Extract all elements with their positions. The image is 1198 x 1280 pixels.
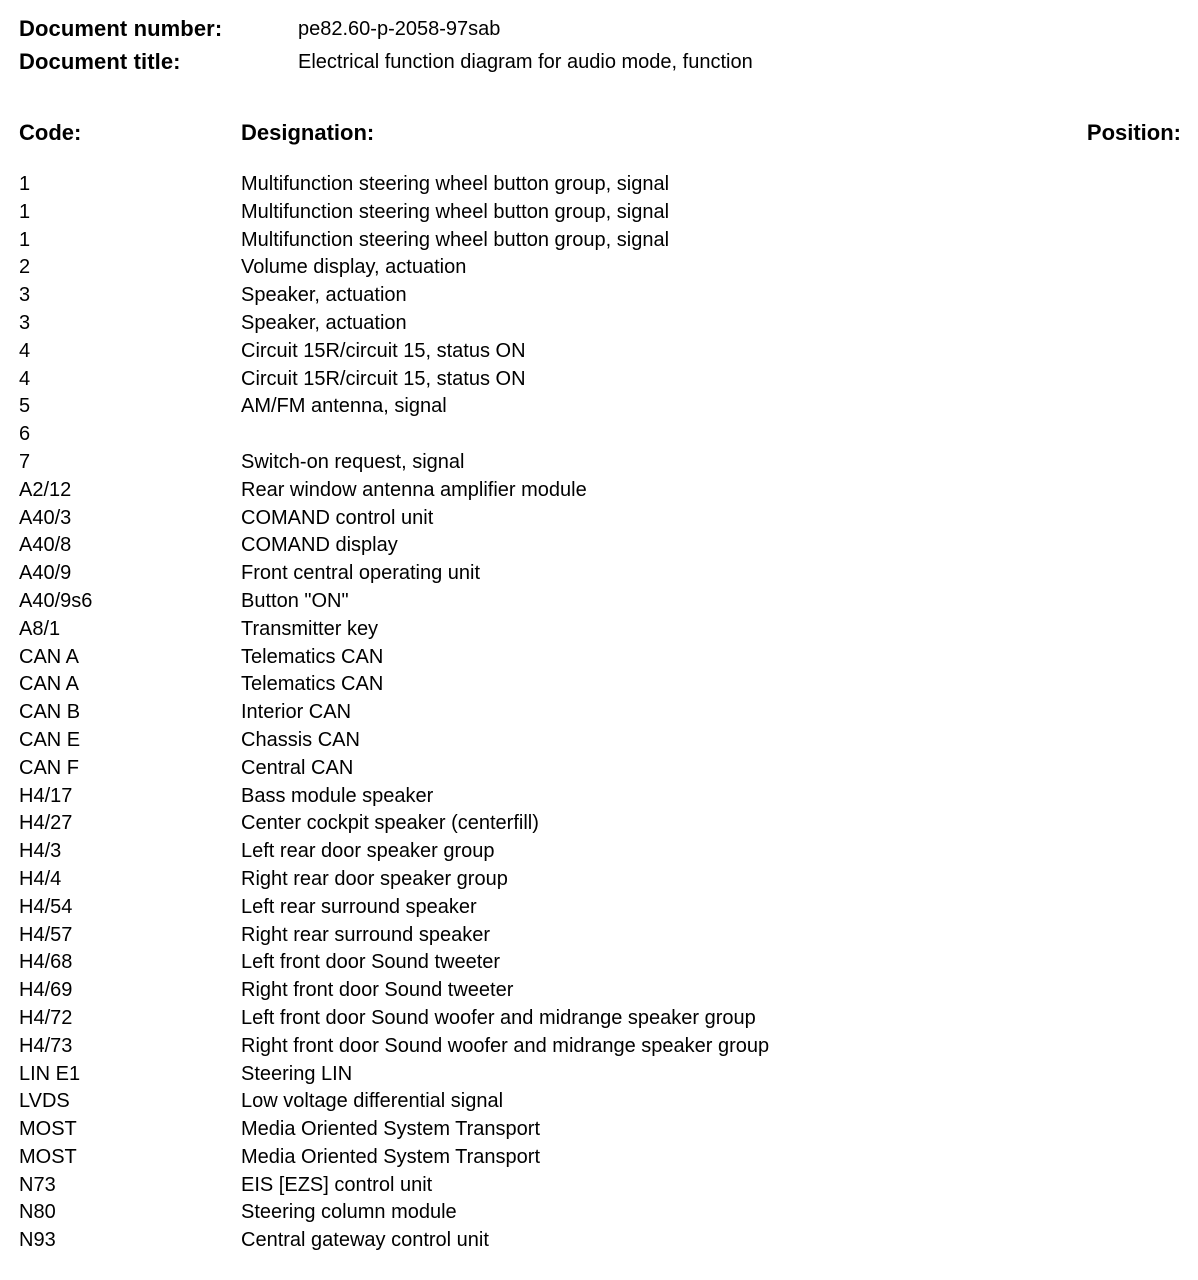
row-code: H4/68 bbox=[19, 951, 73, 974]
row-code: A40/9s6 bbox=[19, 589, 93, 612]
row-code: H4/27 bbox=[19, 812, 73, 835]
row-designation: Speaker, actuation bbox=[241, 284, 407, 307]
row-code: N80 bbox=[19, 1201, 56, 1224]
row-designation: Steering LIN bbox=[241, 1062, 353, 1085]
row-designation: Front central operating unit bbox=[241, 562, 481, 585]
table-row bbox=[19, 978, 1179, 1006]
row-designation: Central CAN bbox=[241, 756, 354, 779]
table-row bbox=[19, 200, 1179, 228]
row-code: A2/12 bbox=[19, 478, 72, 501]
code-column-header: Code: bbox=[19, 120, 82, 145]
row-designation: Media Oriented System Transport bbox=[241, 1118, 541, 1141]
row-designation: Central gateway control unit bbox=[241, 1229, 489, 1252]
row-code: 4 bbox=[19, 339, 31, 362]
row-designation: Switch-on request, signal bbox=[241, 450, 465, 473]
document-number-value: pe82.60-p-2058-97sab bbox=[298, 18, 501, 40]
row-designation: Multifunction steering wheel button group, signal bbox=[241, 173, 670, 195]
table-row bbox=[19, 367, 1179, 395]
row-code: 1 bbox=[19, 173, 31, 195]
document-title-label: Document title: bbox=[19, 49, 181, 74]
table-row bbox=[19, 700, 1179, 728]
table-row bbox=[19, 478, 1179, 506]
table-row bbox=[19, 450, 1179, 478]
table-row bbox=[19, 283, 1179, 311]
table-row bbox=[19, 617, 1179, 645]
row-designation: Button "ON" bbox=[241, 589, 349, 612]
row-designation: Multifunction steering wheel button group, signal bbox=[241, 200, 670, 223]
row-designation: Volume display, actuation bbox=[241, 256, 467, 279]
table-row bbox=[19, 950, 1179, 978]
row-code: H4/57 bbox=[19, 923, 73, 946]
row-designation: Low voltage differential signal bbox=[241, 1090, 504, 1113]
row-code: 2 bbox=[19, 256, 31, 279]
table-row bbox=[19, 1200, 1179, 1228]
row-designation: Circuit 15R/circuit 15, status ON bbox=[241, 367, 526, 390]
table-row bbox=[19, 645, 1179, 673]
table-row bbox=[19, 311, 1179, 339]
row-designation: Telematics CAN bbox=[241, 645, 384, 668]
document-number-row bbox=[19, 16, 1179, 42]
row-designation: Left front door Sound tweeter bbox=[241, 951, 501, 974]
table-row bbox=[19, 1034, 1179, 1062]
row-code: A40/8 bbox=[19, 534, 72, 557]
row-code: CAN B bbox=[19, 701, 81, 724]
row-designation: Transmitter key bbox=[241, 617, 379, 640]
row-code: CAN A bbox=[19, 673, 80, 696]
row-code: MOST bbox=[19, 1145, 77, 1168]
table-row bbox=[19, 895, 1179, 923]
table-row bbox=[19, 756, 1179, 784]
table-row bbox=[19, 867, 1179, 895]
row-code: 5 bbox=[19, 395, 31, 418]
row-code: N93 bbox=[19, 1229, 56, 1252]
row-designation: Chassis CAN bbox=[241, 728, 360, 751]
row-designation: COMAND control unit bbox=[241, 506, 434, 529]
row-code: H4/17 bbox=[19, 784, 73, 807]
row-designation: Right rear door speaker group bbox=[241, 867, 508, 890]
row-designation: Right front door Sound woofer and midrange speaker group bbox=[241, 1034, 770, 1057]
table-row bbox=[19, 339, 1179, 367]
table-row bbox=[19, 1062, 1179, 1090]
table-row bbox=[19, 589, 1179, 617]
table-row bbox=[19, 1117, 1179, 1145]
row-code: LVDS bbox=[19, 1090, 70, 1113]
table-row bbox=[19, 672, 1179, 700]
table-row bbox=[19, 1006, 1179, 1034]
row-code: MOST bbox=[19, 1118, 77, 1141]
table-row bbox=[19, 422, 1179, 450]
row-designation: COMAND display bbox=[241, 534, 398, 557]
row-code: A40/9 bbox=[19, 562, 72, 585]
row-designation: Speaker, actuation bbox=[241, 311, 407, 334]
table-row bbox=[19, 923, 1179, 951]
row-designation: Multifunction steering wheel button group, signal bbox=[241, 228, 670, 251]
row-code: 3 bbox=[19, 284, 31, 307]
row-code: A8/1 bbox=[19, 617, 61, 640]
table-row bbox=[19, 561, 1179, 589]
table-row bbox=[19, 839, 1179, 867]
row-designation: Circuit 15R/circuit 15, status ON bbox=[241, 339, 526, 362]
position-column-header: Position: bbox=[1086, 120, 1181, 145]
row-designation: Bass module speaker bbox=[241, 784, 434, 807]
table-row bbox=[19, 533, 1179, 561]
table-row bbox=[19, 394, 1179, 422]
row-designation: Left front door Sound woofer and midrange speaker group bbox=[241, 1006, 756, 1029]
table-row bbox=[19, 1173, 1179, 1201]
row-designation: Center cockpit speaker (centerfill) bbox=[241, 812, 539, 835]
row-designation: Rear window antenna amplifier module bbox=[241, 478, 587, 501]
designation-column-header: Designation: bbox=[241, 120, 375, 145]
row-code: LIN E1 bbox=[19, 1062, 81, 1085]
row-code: CAN A bbox=[19, 645, 80, 668]
row-designation: Interior CAN bbox=[241, 701, 352, 724]
row-code: 6 bbox=[19, 423, 31, 446]
row-code: H4/3 bbox=[19, 840, 62, 863]
document-title-row bbox=[19, 49, 1179, 75]
table-row bbox=[19, 1089, 1179, 1117]
row-designation: Left rear surround speaker bbox=[241, 895, 477, 918]
row-code: H4/69 bbox=[19, 979, 73, 1002]
row-designation: EIS [EZS] control unit bbox=[241, 1173, 433, 1196]
row-code: 3 bbox=[19, 311, 31, 334]
row-designation: Right front door Sound tweeter bbox=[241, 979, 514, 1002]
row-code: H4/4 bbox=[19, 867, 62, 890]
row-designation: AM/FM antenna, signal bbox=[241, 395, 447, 418]
row-code: H4/72 bbox=[19, 1006, 73, 1029]
row-code: CAN E bbox=[19, 728, 81, 751]
row-code: A40/3 bbox=[19, 506, 72, 529]
row-code: N73 bbox=[19, 1173, 56, 1196]
row-code: 7 bbox=[19, 450, 31, 473]
table-row bbox=[19, 1145, 1179, 1173]
table-row bbox=[19, 784, 1179, 812]
row-designation: Telematics CAN bbox=[241, 673, 384, 696]
row-code: 1 bbox=[19, 228, 31, 251]
row-code: H4/54 bbox=[19, 895, 73, 918]
table-row bbox=[19, 1228, 1179, 1256]
table-row bbox=[19, 506, 1179, 534]
table-row bbox=[19, 228, 1179, 256]
table-row bbox=[19, 172, 1179, 200]
table-row bbox=[19, 255, 1179, 283]
table-row bbox=[19, 728, 1179, 756]
row-code: CAN F bbox=[19, 756, 79, 779]
row-designation: Media Oriented System Transport bbox=[241, 1145, 541, 1168]
row-code: 1 bbox=[19, 200, 31, 223]
row-designation: Right rear surround speaker bbox=[241, 923, 491, 946]
row-code: H4/73 bbox=[19, 1034, 73, 1057]
legend-table bbox=[19, 172, 1179, 1256]
row-designation: Steering column module bbox=[241, 1201, 457, 1224]
document-number-label: Document number: bbox=[19, 16, 223, 41]
document-title-value: Electrical function diagram for audio mode, function bbox=[298, 51, 753, 73]
row-code: 4 bbox=[19, 367, 31, 390]
table-row bbox=[19, 811, 1179, 839]
row-designation: Left rear door speaker group bbox=[241, 840, 495, 863]
